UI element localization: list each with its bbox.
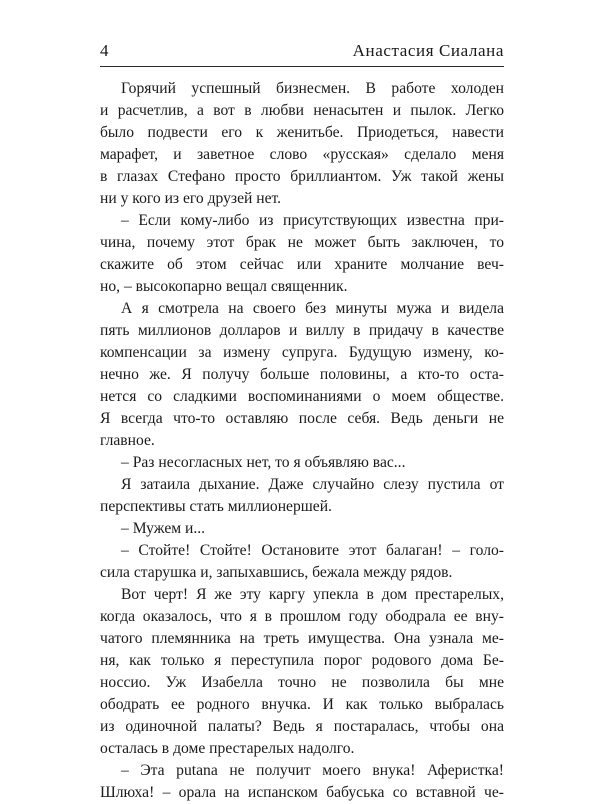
text-line: нечно же. Я получу больше половины, а кто-то оста-: [100, 366, 504, 383]
text-line: в глазах Стефано просто бриллиантом. Уж такой жены: [100, 168, 504, 185]
text-line: и расчетлив, а вот в любви ненасытен и пылок. Легко: [100, 102, 504, 119]
text-line: чатого племянника на треть имущества. Она узнала ме-: [100, 630, 504, 647]
text-line: Горячий успешный бизнесмен. В работе холоден: [121, 80, 504, 97]
text-line: но, – высокопарно вещал священник.: [100, 278, 348, 295]
text-line: – Если кому-либо из присутствующих известна при-: [121, 212, 504, 229]
text-line: – Стойте! Стойте! Остановите этот балаган! – голо-: [121, 542, 504, 559]
text-line: сила старушка и, запыхавшись, бежала между рядов.: [100, 564, 453, 581]
text-line: – Раз несогласных нет, то я объявляю вас...: [121, 454, 406, 471]
page-number: 4: [100, 41, 109, 60]
text-line: Вот черт! Я же эту каргу упекла в дом престарелых,: [121, 586, 504, 603]
header-rule: [100, 66, 504, 67]
text-line: скажите об этом сейчас или храните молчание веч-: [100, 256, 504, 273]
text-line: ободрать ее родного внучка. И как только выбралась: [100, 696, 504, 713]
running-header: [100, 40, 504, 62]
text-line: Я всегда что-то оставляю после себя. Ведь деньги не: [100, 410, 504, 427]
text-line: ни у кого из его друзей нет.: [100, 190, 282, 207]
text-line: главное.: [100, 432, 155, 449]
text-line: ня, как только я переступила порог родового дома Бе-: [100, 652, 504, 669]
text-line: из одиночной палаты? Ведь я постаралась, чтобы она: [100, 718, 504, 735]
text-line: – Эта putana не получит моего внука! Аферистка!: [121, 762, 504, 779]
text-line: нется со сладкими воспоминаниями о моем обществе.: [100, 388, 504, 405]
text-line: марафет, и заветное слово «русская» сделало меня: [100, 146, 504, 163]
text-line: – Мужем и...: [121, 520, 206, 537]
text-line: пять миллионов долларов и виллу в придачу в качестве: [100, 322, 504, 339]
text-line: осталась в доме престарелых надолго.: [100, 740, 355, 757]
text-line: Я затаила дыхание. Даже случайно слезу пустила от: [121, 476, 504, 493]
text-line: чина, почему этот брак не может быть заключен, то: [100, 234, 504, 251]
text-line: Шлюха! – орала на испанском бабуська со вставной че-: [100, 784, 504, 801]
text-line: было подвести его к женитьбе. Приодеться, навести: [100, 124, 504, 141]
running-title: Анастасия Сиалана: [352, 41, 504, 60]
text-line: А я смотрела на своего без минуты мужа и видела: [121, 300, 504, 317]
text-line: компенсации за измену супруга. Будущую измену, ко-: [100, 344, 504, 361]
text-line: когда оказалось, что я в прошлом году ободрала ее вну-: [100, 608, 504, 625]
text-line: перспективы стать миллионершей.: [100, 498, 332, 515]
body-text: [100, 78, 504, 804]
text-line: носсио. Уж Изабелла точно не позволила бы мне: [100, 674, 504, 691]
